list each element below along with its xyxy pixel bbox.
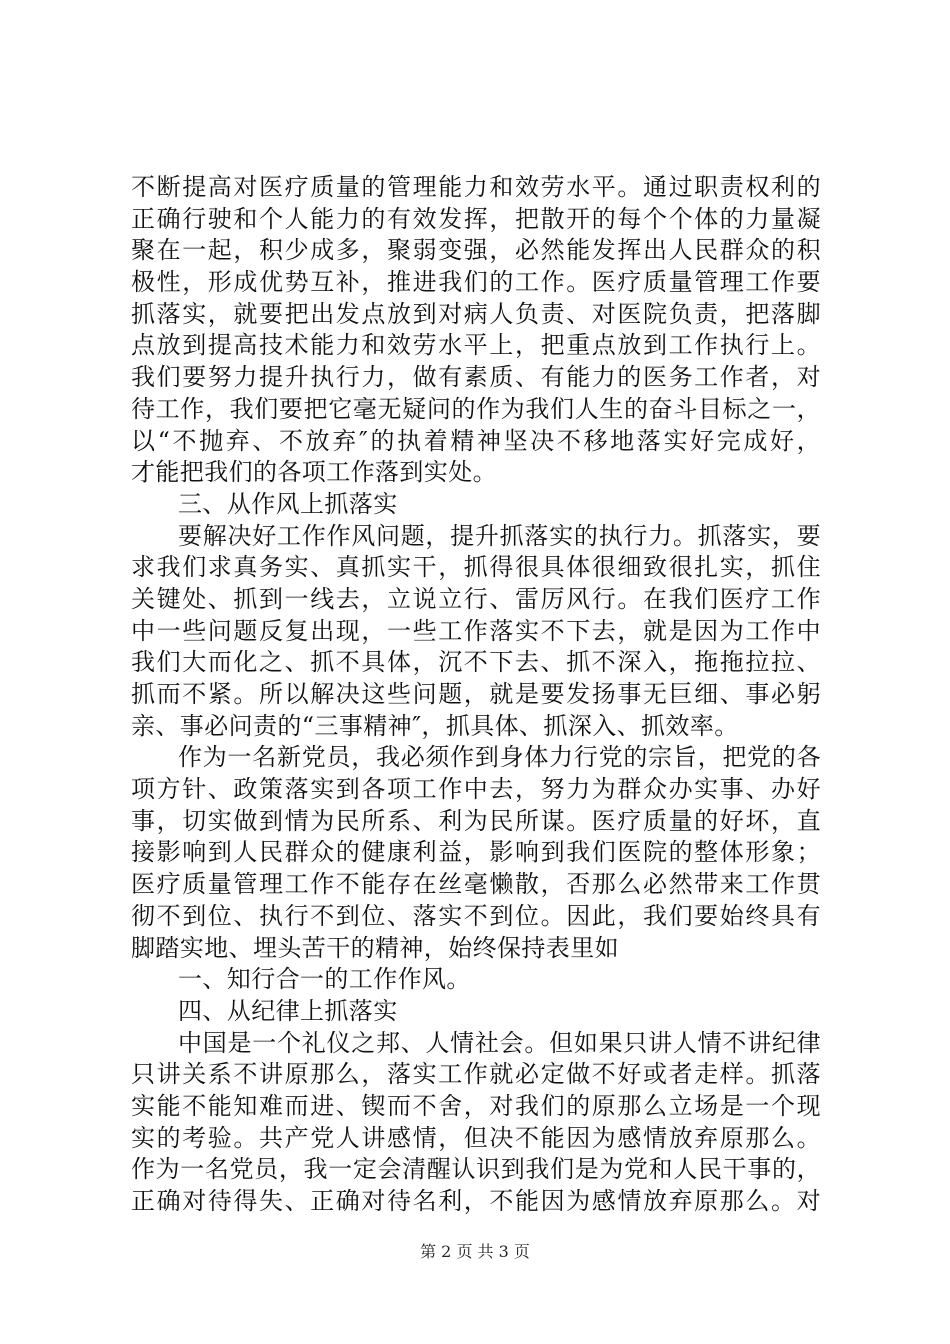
text-line: 四、从纪律上抓落实 bbox=[178, 996, 398, 1025]
text-line: 作为一名新党员，我必须作到身体力行党的宗旨，把党的各 bbox=[178, 743, 821, 772]
text-line: 关键处、抓到一线去，立说立行、雷厉风行。在我们医疗工作 bbox=[131, 584, 821, 613]
document-body bbox=[131, 172, 821, 1218]
text-line: 我们要努力提升执行力，做有素质、有能力的医务工作者，对 bbox=[131, 363, 821, 392]
text-line: 不断提高对医疗质量的管理能力和效劳水平。通过职责权利的 bbox=[131, 173, 821, 201]
text-line: 实能不能知难而进、锲而不舍，对我们的原那么立场是一个现 bbox=[131, 1091, 821, 1120]
page-footer: 第 2 页 共 3 页 bbox=[420, 1242, 530, 1261]
text-line: 亲、事必问责的“三事精神″，抓具体、抓深入、抓效率。 bbox=[131, 711, 739, 740]
text-line: 求我们求真务实、真抓实干，抓得很具体很细致很扎实，抓住 bbox=[131, 553, 821, 582]
text-line: 中一些问题反复出现，一些工作落实不下去，就是因为工作中 bbox=[131, 616, 821, 645]
text-line: 待工作，我们要把它毫无疑问的作为我们人生的奋斗目标之一， bbox=[131, 394, 821, 423]
text-line: 三、从作风上抓落实 bbox=[178, 489, 398, 518]
text-line: 作为一名党员，我一定会清醒认识到我们是为党和人民干事的， bbox=[131, 1155, 821, 1184]
text-line: 点放到提高技术能力和效劳水平上，把重点放到工作执行上。 bbox=[131, 331, 821, 360]
text-line: 只讲关系不讲原那么，落实工作就必定做不好或者走样。抓落 bbox=[131, 1060, 821, 1089]
text-line: 以“不抛弃、不放弃″的执着精神坚决不移地落实好完成好， bbox=[131, 426, 821, 455]
text-line: 抓而不紧。所以解决这些问题，就是要发扬事无巨细、事必躬 bbox=[131, 680, 821, 708]
text-line: 我们大而化之、抓不具体，沉不下去、抓不深入，拖拖拉拉、 bbox=[131, 648, 821, 677]
text-line: 极性，形成优势互补，推进我们的工作。医疗质量管理工作要 bbox=[131, 268, 821, 297]
text-line: 中国是一个礼仪之邦、人情社会。但如果只讲人情不讲纪律 bbox=[178, 1028, 821, 1057]
text-line: 彻不到位、执行不到位、落实不到位。因此，我们要始终具有 bbox=[131, 901, 821, 930]
text-line: 医疗质量管理工作不能存在丝毫懒散，否那么必然带来工作贯 bbox=[131, 870, 821, 899]
text-line: 正确对待得失、正确对待名利，不能因为感情放弃原那么。对 bbox=[131, 1187, 821, 1215]
text-line: 正确行驶和个人能力的有效发挥，把散开的每个个体的力量凝 bbox=[131, 204, 821, 233]
text-line: 实的考验。共产党人讲感情，但决不能因为感情放弃原那么。 bbox=[131, 1123, 821, 1152]
text-line: 接影响到人民群众的健康利益，影响到我们医院的整体形象； bbox=[131, 838, 821, 867]
text-line: 要解决好工作作风问题，提升抓落实的执行力。抓落实，要 bbox=[178, 521, 821, 550]
text-line: 才能把我们的各项工作落到实处。 bbox=[131, 458, 497, 487]
text-line: 项方针、政策落实到各项工作中去，努力为群众办实事、办好 bbox=[131, 775, 821, 804]
text-line: 一、知行合一的工作作风。 bbox=[178, 965, 471, 994]
text-line: 抓落实，就要把出发点放到对病人负责、对医院负责，把落脚 bbox=[131, 299, 821, 328]
text-line: 脚踏实地、埋头苦干的精神，始终保持表里如 bbox=[131, 933, 619, 962]
text-line: 聚在一起，积少成多，聚弱变强，必然能发挥出人民群众的积 bbox=[131, 236, 821, 265]
text-line: 事，切实做到情为民所系、利为民所谋。医疗质量的好坏，直 bbox=[131, 806, 821, 835]
